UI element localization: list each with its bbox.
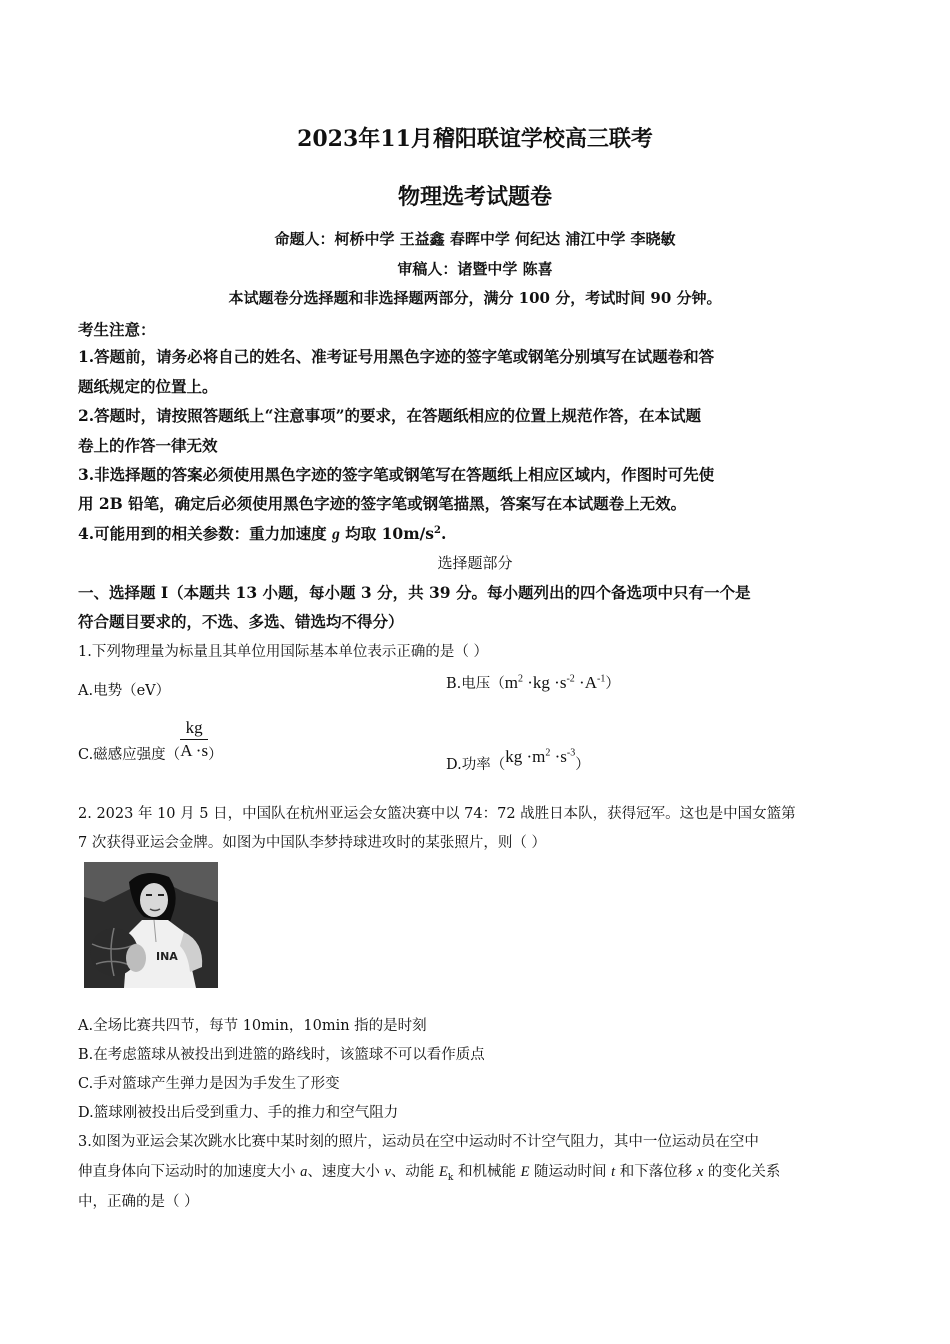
exam-title: 2023年11月稽阳联谊学校高三联考 xyxy=(297,126,653,152)
photo-jersey-text: INA xyxy=(156,950,178,963)
q2-stem-line-1: 2. 2023 年 10 月 5 日，中国队在杭州亚运会女篮决赛中以 74：72 战胜日本队，获得冠军。这也是中国女篮第 xyxy=(78,806,796,822)
notice-item-1-line-1: 1.答题前，请务必将自己的姓名、准考证号用黑色字迹的签字笔或钢笔分别填写在试题卷和答 xyxy=(78,347,715,366)
section-heading-line-2: 符合题目要求的，不选、多选、错选均不得分） xyxy=(78,612,404,631)
q1-stem: 1.下列物理量为标量且其单位用国际基本单位表示正确的是（ ） xyxy=(78,644,488,660)
notice-item-2-line-2: 卷上的作答一律无效 xyxy=(78,436,218,455)
notice-item-1-line-2: 题纸规定的位置上。 xyxy=(78,377,218,396)
notice-item-2-line-1: 2.答题时，请按照答题纸上“注意事项”的要求，在答题纸相应的位置上规范作答，在本试题 xyxy=(78,406,702,425)
exam-subtitle: 物理选考试题卷 xyxy=(397,184,552,210)
basketball-player-photo xyxy=(84,862,218,988)
notice-item-3-line-1: 3.非选择题的答案必须使用黑色字迹的签字笔或钢笔写在答题纸上相应区域内，作图时可先使 xyxy=(78,465,715,484)
q2-option-a: A.全场比赛共四节，每节 10min，10min 指的是时刻 xyxy=(78,1018,427,1034)
q1-option-d: D.功率$(kg \cdot m^2 \cdot s^{-3})$ xyxy=(446,747,590,773)
notice-heading: 考生注意： xyxy=(78,320,156,339)
notice-item-3-line-2: 用 2B 铅笔，确定后必须使用黑色字迹的签字笔或钢笔描黑，答案写在本试题卷上无效。 xyxy=(78,494,687,513)
q3-stem-line-2: 伸直身体向下运动时的加速度大小 a、速度大小 v、动能 $E_k$ 和机械能 E 随运动时间 t 和下落位移 x 的变化关系 xyxy=(78,1164,781,1183)
q2-option-b: B.在考虑篮球从被投出到进篮的路线时，该篮球不可以看作质点 xyxy=(78,1047,485,1063)
q2-stem-line-2: 7 次获得亚运会金牌。如图为中国队李梦持球进攻时的某张照片，则（ ） xyxy=(78,835,546,851)
q1-option-a: A.电势（eV） xyxy=(78,683,171,699)
section-label: 选择题部分 xyxy=(437,554,513,572)
section-heading-line-1: 一、选择题 I（本题共 13 小题，每小题 3 分，共 39 分。每小题列出的四个备选项中只有一个是 xyxy=(78,583,751,602)
q1-option-b: B.电压$(m^2 \cdot kg \cdot s^{-2} \cdot A^{-1})$ xyxy=(446,673,620,692)
authors-line: 命题人：柯桥中学 王益鑫 春晖中学 何纪达 浦江中学 李晓敏 xyxy=(274,230,676,248)
reviewer-line: 审稿人：诸暨中学 陈喜 xyxy=(397,260,553,278)
notice-item-4: 4.可能用到的相关参数：重力加速度 g 均取 $10m/s^2$. xyxy=(78,524,447,543)
exam-info: 本试题卷分选择题和非选择题两部分，满分 100 分，考试时间 90 分钟。 xyxy=(228,289,722,307)
q3-stem-line-1: 3.如图为亚运会某次跳水比赛中某时刻的照片，运动员在空中运动时不计空气阻力，其中一位运动员在空中 xyxy=(78,1134,759,1150)
q2-option-c: C.手对篮球产生弹力是因为手发生了形变 xyxy=(78,1076,340,1092)
q1-option-c-fraction: $\frac{kg}{A \cdot s}$ xyxy=(180,718,209,760)
q2-option-d: D.篮球刚被投出后受到重力、手的推力和空气阻力 xyxy=(78,1105,399,1121)
q3-stem-line-3: 中，正确的是（ ） xyxy=(78,1194,199,1210)
q1-option-c: C.磁感应强度（ $\frac{kg}{A \cdot s}$ ） xyxy=(78,718,223,763)
